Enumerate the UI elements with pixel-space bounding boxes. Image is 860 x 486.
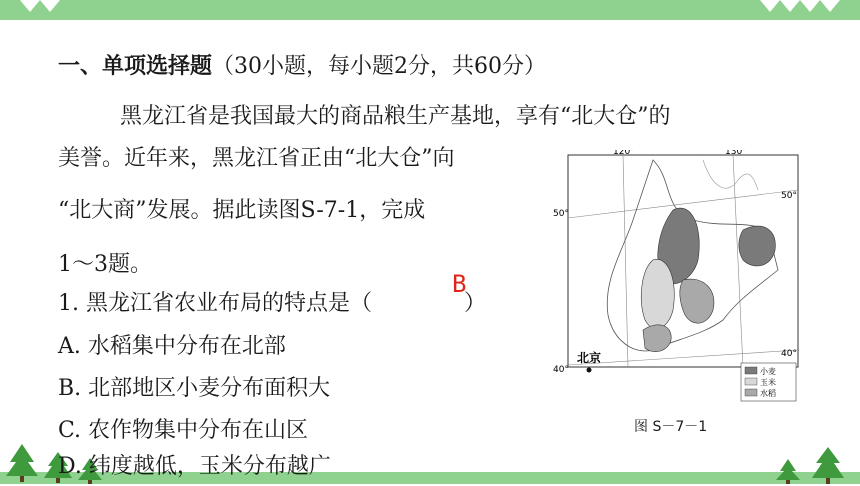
legend-label-corn: 玉米: [760, 378, 776, 387]
tree-icon: [776, 459, 800, 484]
wheat-area: [739, 226, 776, 266]
lat-label-50-right: 50°: [781, 191, 797, 201]
heading-bold: 一、单项选择题: [58, 54, 213, 79]
band-notch: [800, 0, 820, 12]
map-figure: [553, 150, 803, 405]
legend-swatch-rice: [745, 389, 757, 396]
city-label-beijing: 北京: [577, 351, 602, 365]
band-notch: [820, 0, 840, 12]
legend-label-wheat: 小麦: [760, 367, 776, 376]
passage-line-2: 美誉。近年来，黑龙江省正由“北大仓”向: [58, 146, 455, 171]
legend-swatch-corn: [745, 378, 757, 385]
lat-label-50-left: 50°: [553, 209, 569, 219]
band-notch: [20, 0, 40, 12]
passage-line-4: 1～3题。: [58, 252, 152, 277]
passage-line-1: 黑龙江省是我国最大的商品粮生产基地，享有“北大仓”的: [120, 104, 671, 129]
tree-icon: [812, 447, 844, 484]
band-notch: [760, 0, 780, 12]
heading-rest: （30小题，每小题2分，共60分）: [212, 54, 547, 79]
corn-area: [641, 259, 674, 328]
tree-icon: [6, 444, 38, 482]
lat-label-40-left: 40°: [553, 365, 569, 375]
lat-label-40-right: 40°: [781, 349, 797, 359]
tree-group-right: [770, 445, 860, 484]
question-text: 1. 黑龙江省农业布局的特点是（: [58, 291, 372, 316]
lon-label-130: 130°: [725, 150, 747, 157]
question-1: [58, 285, 486, 323]
top-decor-band: [0, 0, 860, 20]
question-close: ）: [463, 291, 486, 316]
northeast-china-map: [553, 150, 803, 405]
band-notch: [40, 0, 60, 12]
rice-area: [643, 325, 671, 352]
band-notch: [780, 0, 800, 12]
lon-label-120: 120°: [613, 150, 635, 157]
section-heading: [58, 48, 546, 86]
option-a: A. 水稻集中分布在北部: [58, 334, 286, 359]
answer-mark: B: [452, 270, 467, 298]
option-c: C. 农作物集中分布在山区: [58, 418, 309, 443]
option-b: B. 北部地区小麦分布面积大: [58, 376, 331, 401]
figure-caption: 图 S－7－1: [634, 419, 708, 435]
legend-label-rice: 水稻: [760, 389, 776, 398]
option-d: D. 纬度越低，玉米分布越广: [58, 454, 331, 479]
legend-swatch-wheat: [745, 367, 757, 374]
beijing-marker: [587, 368, 592, 373]
passage-line-3: “北大商”发展。据此读图S-7-1，完成: [58, 198, 426, 223]
